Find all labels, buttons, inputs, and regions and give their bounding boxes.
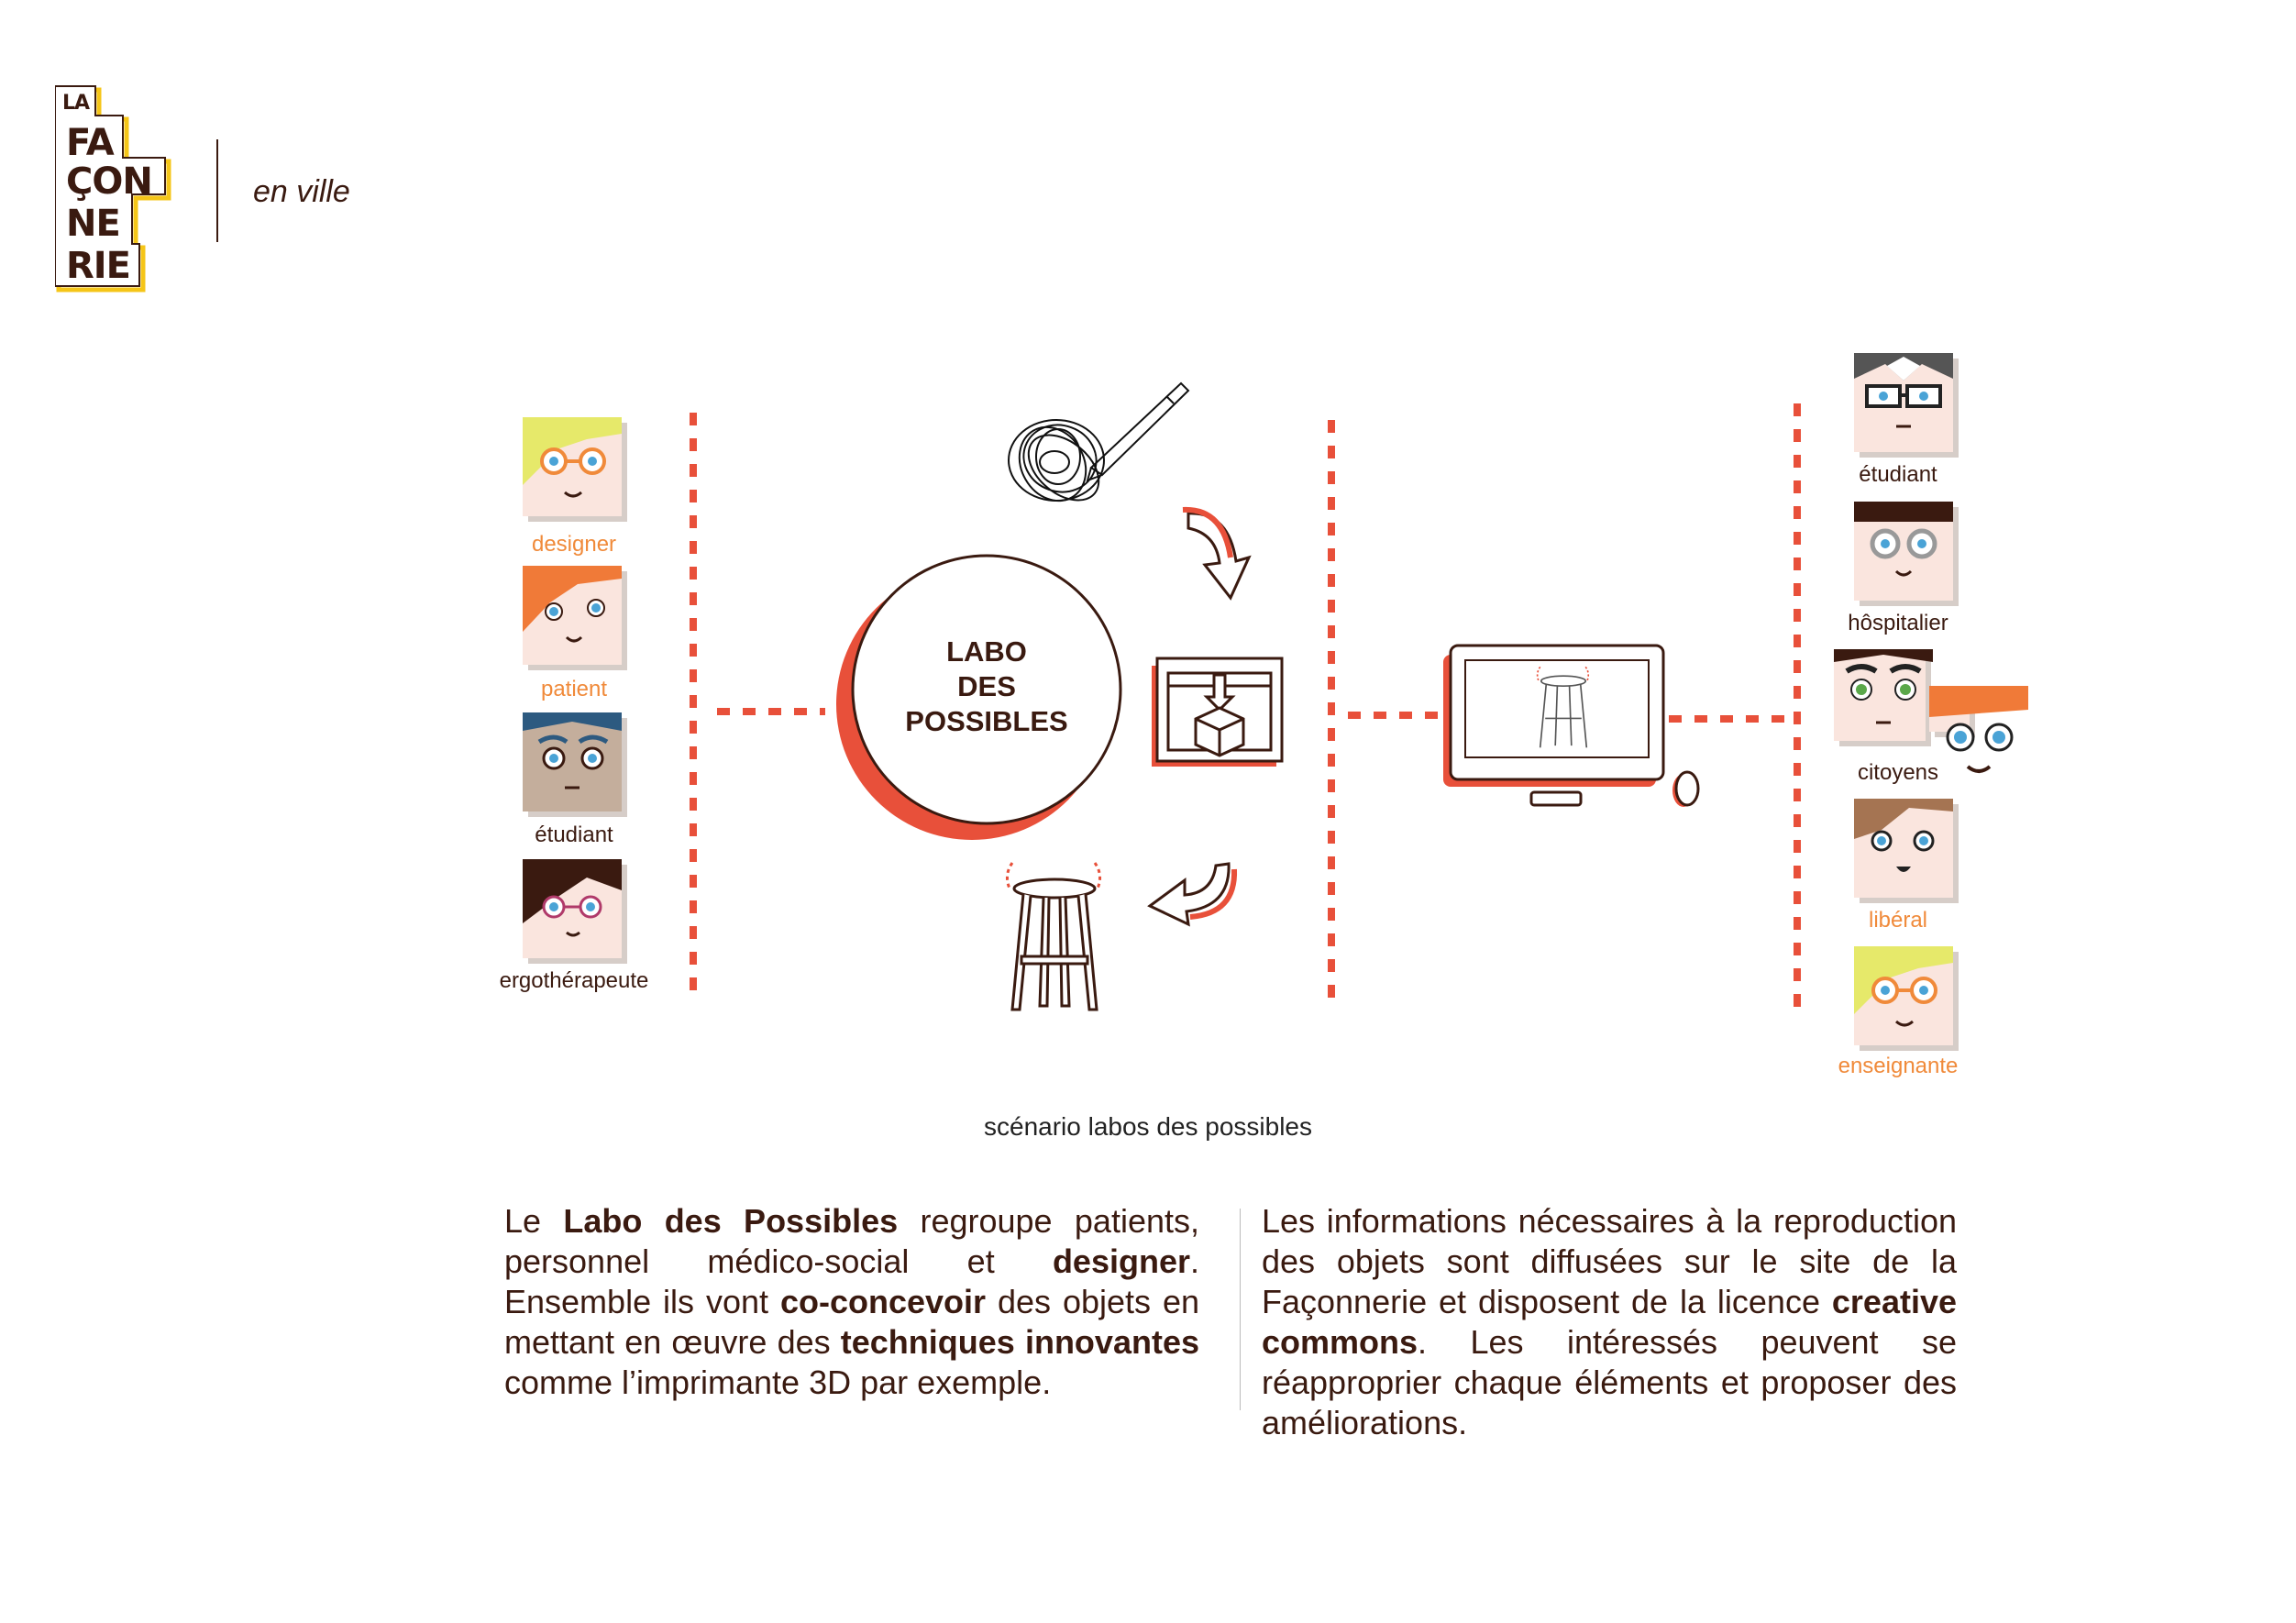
avatar-citoyens-small	[1929, 686, 1970, 732]
role-label-citoyens: citoyens	[1857, 760, 1939, 785]
role-label-etudiant-right: étudiant	[1859, 462, 1937, 487]
avatar-etudiant-left	[523, 712, 622, 812]
logo-line-5: RIE	[66, 245, 131, 287]
mouse-icon	[1669, 767, 1705, 812]
labo-label-line-3: POSSIBLES	[905, 705, 1068, 737]
role-label-liberal: libéral	[1868, 908, 1928, 933]
paragraph-right	[1262, 1201, 1957, 1443]
3d-printer-icon	[1148, 653, 1286, 772]
role-label-ergotherapeute: ergothérapeute	[499, 968, 649, 993]
diagram-caption: scénario labos des possibles	[984, 1112, 1312, 1141]
avatar-patient	[523, 566, 622, 665]
paragraph-right-text-1: Les informations nécessaires à la reproduction des objets sont diffusées sur le site de la Façonnerie et disposent de la licence	[1262, 1202, 1957, 1320]
tagline: en ville	[253, 174, 350, 209]
avatar-enseignante	[1854, 946, 1953, 1045]
paragraph-left-text-5: comme l’imprimante 3D par exemple.	[504, 1364, 1052, 1401]
stool-icon	[999, 857, 1109, 1013]
paragraph-left-text-4: des objets en mettant en œuvre des	[504, 1283, 1199, 1361]
computer-monitor-icon	[1440, 638, 1669, 812]
logo-line-3: ÇON	[66, 160, 152, 203]
labo-label	[858, 635, 1115, 739]
role-label-enseignante: enseignante	[1838, 1054, 1959, 1078]
paragraph-left-text-1: Le	[504, 1202, 564, 1240]
paragraph-right-bold-1: creative commons	[1262, 1283, 1957, 1361]
logo-line-4: NE	[66, 203, 120, 245]
avatar-citoyens	[1834, 649, 1926, 741]
logo-line-1: LA	[62, 92, 90, 115]
column-divider	[1240, 1209, 1241, 1410]
paragraph-left-text-3: . Ensemble ils vont	[504, 1242, 1199, 1320]
paragraph-left-text-2: regroupe patients, personnel médico-social et	[504, 1202, 1199, 1280]
role-label-patient: patient	[540, 677, 608, 701]
paragraph-left-bold-2: designer	[1052, 1242, 1190, 1280]
avatar-ergotherapeute	[523, 859, 622, 958]
paragraph-left-bold-3: co-concevoir	[779, 1283, 987, 1320]
avatar-hospitalier	[1854, 502, 1953, 601]
logo-line-2: FA	[66, 122, 114, 164]
arrow-down-icon	[1174, 506, 1265, 607]
scribble-pen-icon	[999, 376, 1192, 523]
avatar-liberal	[1854, 799, 1953, 898]
paragraph-left-bold-4: techniques innovantes	[840, 1323, 1199, 1361]
avatar-designer	[523, 417, 622, 516]
role-label-hospitalier: hôspitalier	[1848, 611, 1948, 635]
paragraph-left-bold-1: Labo des Possibles	[563, 1202, 899, 1240]
avatar-etudiant-right	[1854, 353, 1953, 452]
labo-label-line-1: LABO	[946, 635, 1027, 668]
paragraph-left	[504, 1201, 1199, 1403]
labo-label-line-2: DES	[957, 670, 1016, 702]
role-label-etudiant-left: étudiant	[535, 823, 613, 847]
role-label-designer: designer	[531, 532, 617, 557]
arrow-back-icon	[1144, 860, 1240, 937]
paragraph-right-text-2: . Les intéressés peuvent se réapproprier chaque éléments et proposer des améliorations.	[1262, 1323, 1957, 1441]
